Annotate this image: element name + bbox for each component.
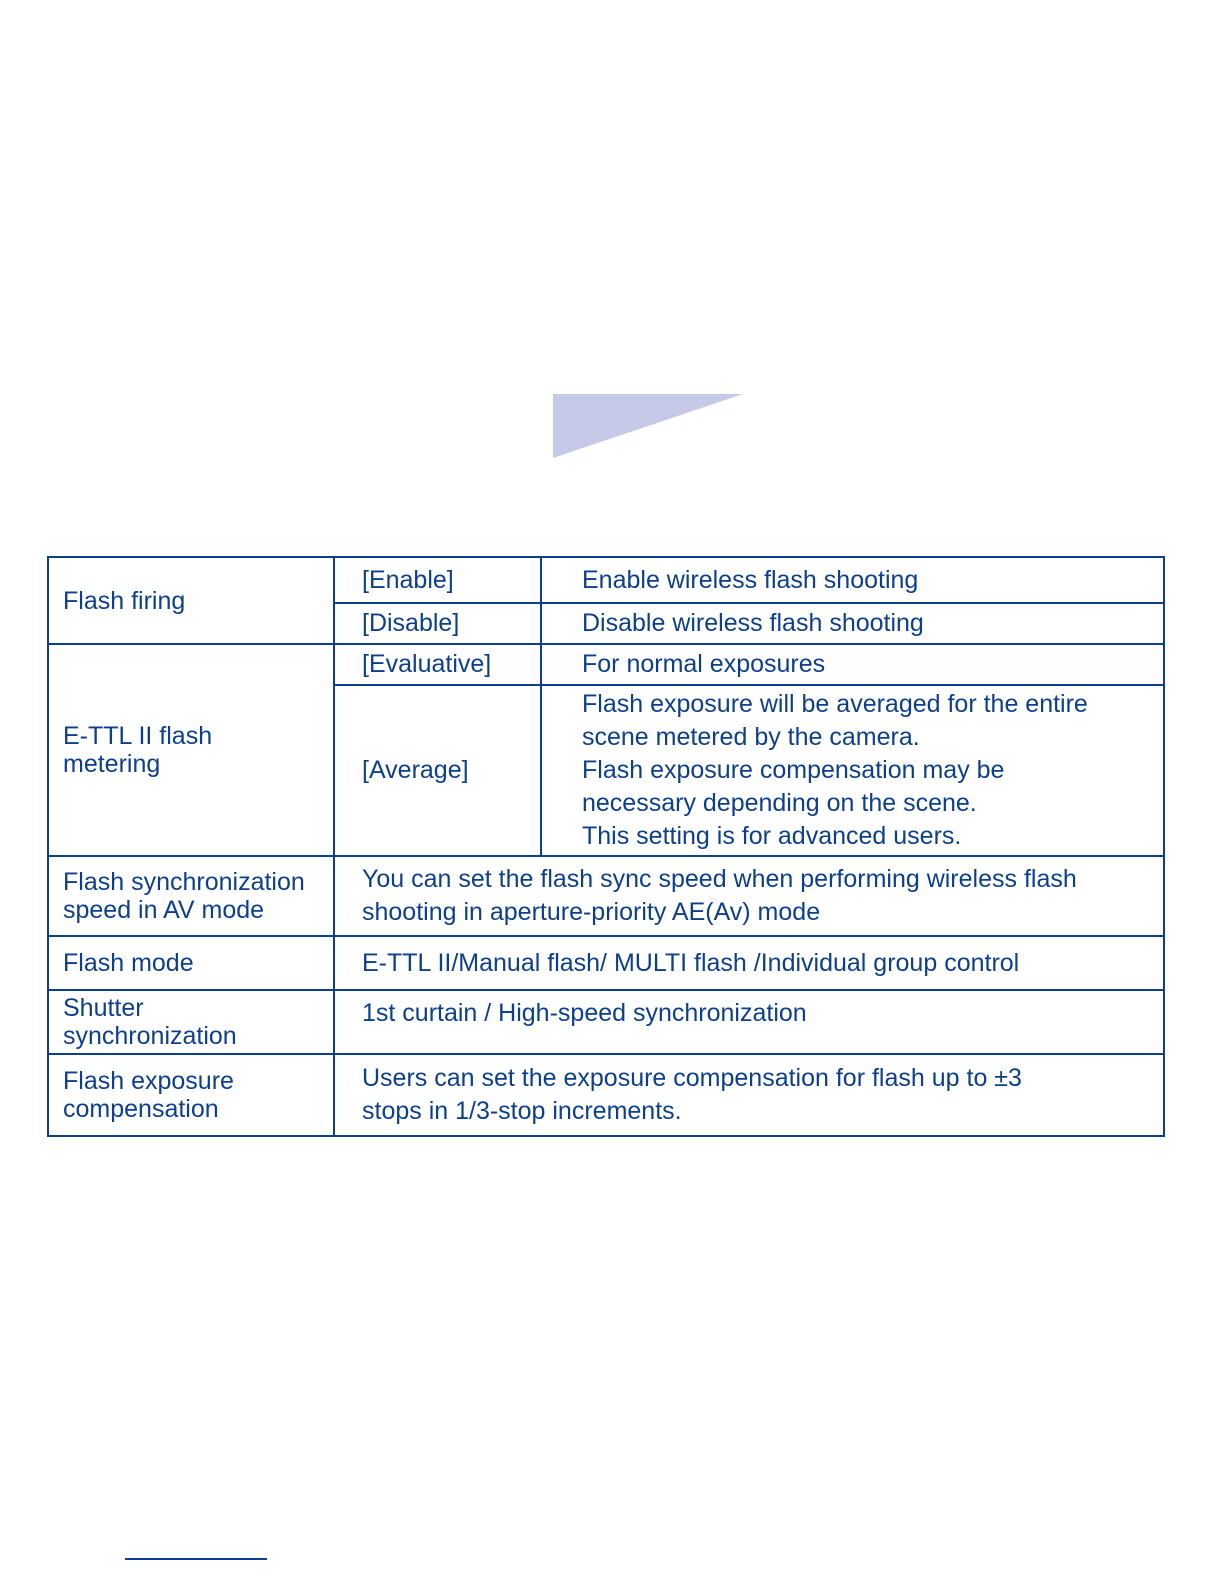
exposure-comp-label: [48, 1054, 334, 1136]
flash-firing-label-text: Flash firing: [63, 586, 186, 615]
shutter-sync-value-text: 1st curtain / High-speed synchronization: [362, 999, 807, 1027]
sync-value-line-1: You can set the flash sync speed when performing wireless flash: [362, 865, 1077, 893]
shutter-label-line-1: Shutter: [63, 994, 144, 1022]
flash-mode-value-text: E-TTL II/Manual flash/ MULTI flash /Individual group control: [362, 948, 1020, 977]
table-row-flash-firing-enable: [48, 557, 1164, 603]
option-evaluative-text: [Evaluative]: [362, 650, 492, 678]
table-row-sync-speed: [48, 856, 1164, 936]
sync-speed-value: [334, 856, 1164, 936]
ettl-label-line-2: metering: [63, 750, 161, 778]
average-desc-line-4: necessary depending on the scene.: [582, 789, 977, 817]
ettl-label-line-1: E-TTL II flash: [63, 722, 213, 750]
sync-speed-label: [48, 856, 334, 936]
option-average: [334, 685, 541, 856]
wireless-flash-settings-table: [47, 556, 1165, 1137]
shutter-sync-label: [48, 990, 334, 1054]
flash-firing-label: [48, 557, 334, 644]
footer-rule: [125, 1558, 267, 1560]
average-desc-line-2: scene metered by the camera.: [582, 723, 920, 751]
description-evaluative-text: For normal exposures: [582, 650, 826, 678]
description-average: [541, 685, 1164, 856]
table-row-exposure-comp: [48, 1054, 1164, 1136]
average-desc-line-5: This setting is for advanced users.: [582, 822, 962, 850]
option-disable-text: [Disable]: [362, 609, 460, 637]
option-evaluative: [334, 644, 541, 685]
expcomp-value-line-1: Users can set the exposure compensation for flash up to ±3: [362, 1064, 1022, 1092]
option-average-text: [Average]: [362, 756, 469, 784]
expcomp-value-line-2: stops in 1/3-stop increments.: [362, 1097, 682, 1125]
description-disable-text: Disable wireless flash shooting: [582, 609, 924, 637]
average-desc-line-3: Flash exposure compensation may be: [582, 756, 1005, 784]
sync-label-line-1: Flash synchronization: [63, 868, 305, 896]
shutter-label-line-2: synchronization: [63, 1022, 237, 1050]
option-disable: [334, 603, 541, 644]
option-enable: [334, 557, 541, 603]
description-enable: [541, 557, 1164, 603]
table-row-shutter-sync: [48, 990, 1164, 1054]
flash-mode-label-text: Flash mode: [63, 949, 194, 977]
flash-mode-value: [334, 936, 1164, 990]
decorative-triangle: [553, 394, 743, 458]
ettl-metering-label: [48, 644, 334, 856]
sync-label-line-2: speed in AV mode: [63, 896, 265, 924]
exposure-comp-value: [334, 1054, 1164, 1136]
expcomp-label-line-1: Flash exposure: [63, 1067, 234, 1095]
shutter-sync-value: [334, 990, 1164, 1054]
average-desc-line-1: Flash exposure will be averaged for the entire: [582, 690, 1088, 718]
expcomp-label-line-2: compensation: [63, 1095, 219, 1123]
flash-mode-label: [48, 936, 334, 990]
table-row-ettl-evaluative: [48, 644, 1164, 685]
description-enable-text: Enable wireless flash shooting: [582, 565, 919, 594]
option-enable-text: [Enable]: [362, 565, 454, 594]
table-row-flash-mode: [48, 936, 1164, 990]
description-evaluative: [541, 644, 1164, 685]
description-disable: [541, 603, 1164, 644]
sync-value-line-2: shooting in aperture-priority AE(Av) mode: [362, 898, 821, 926]
